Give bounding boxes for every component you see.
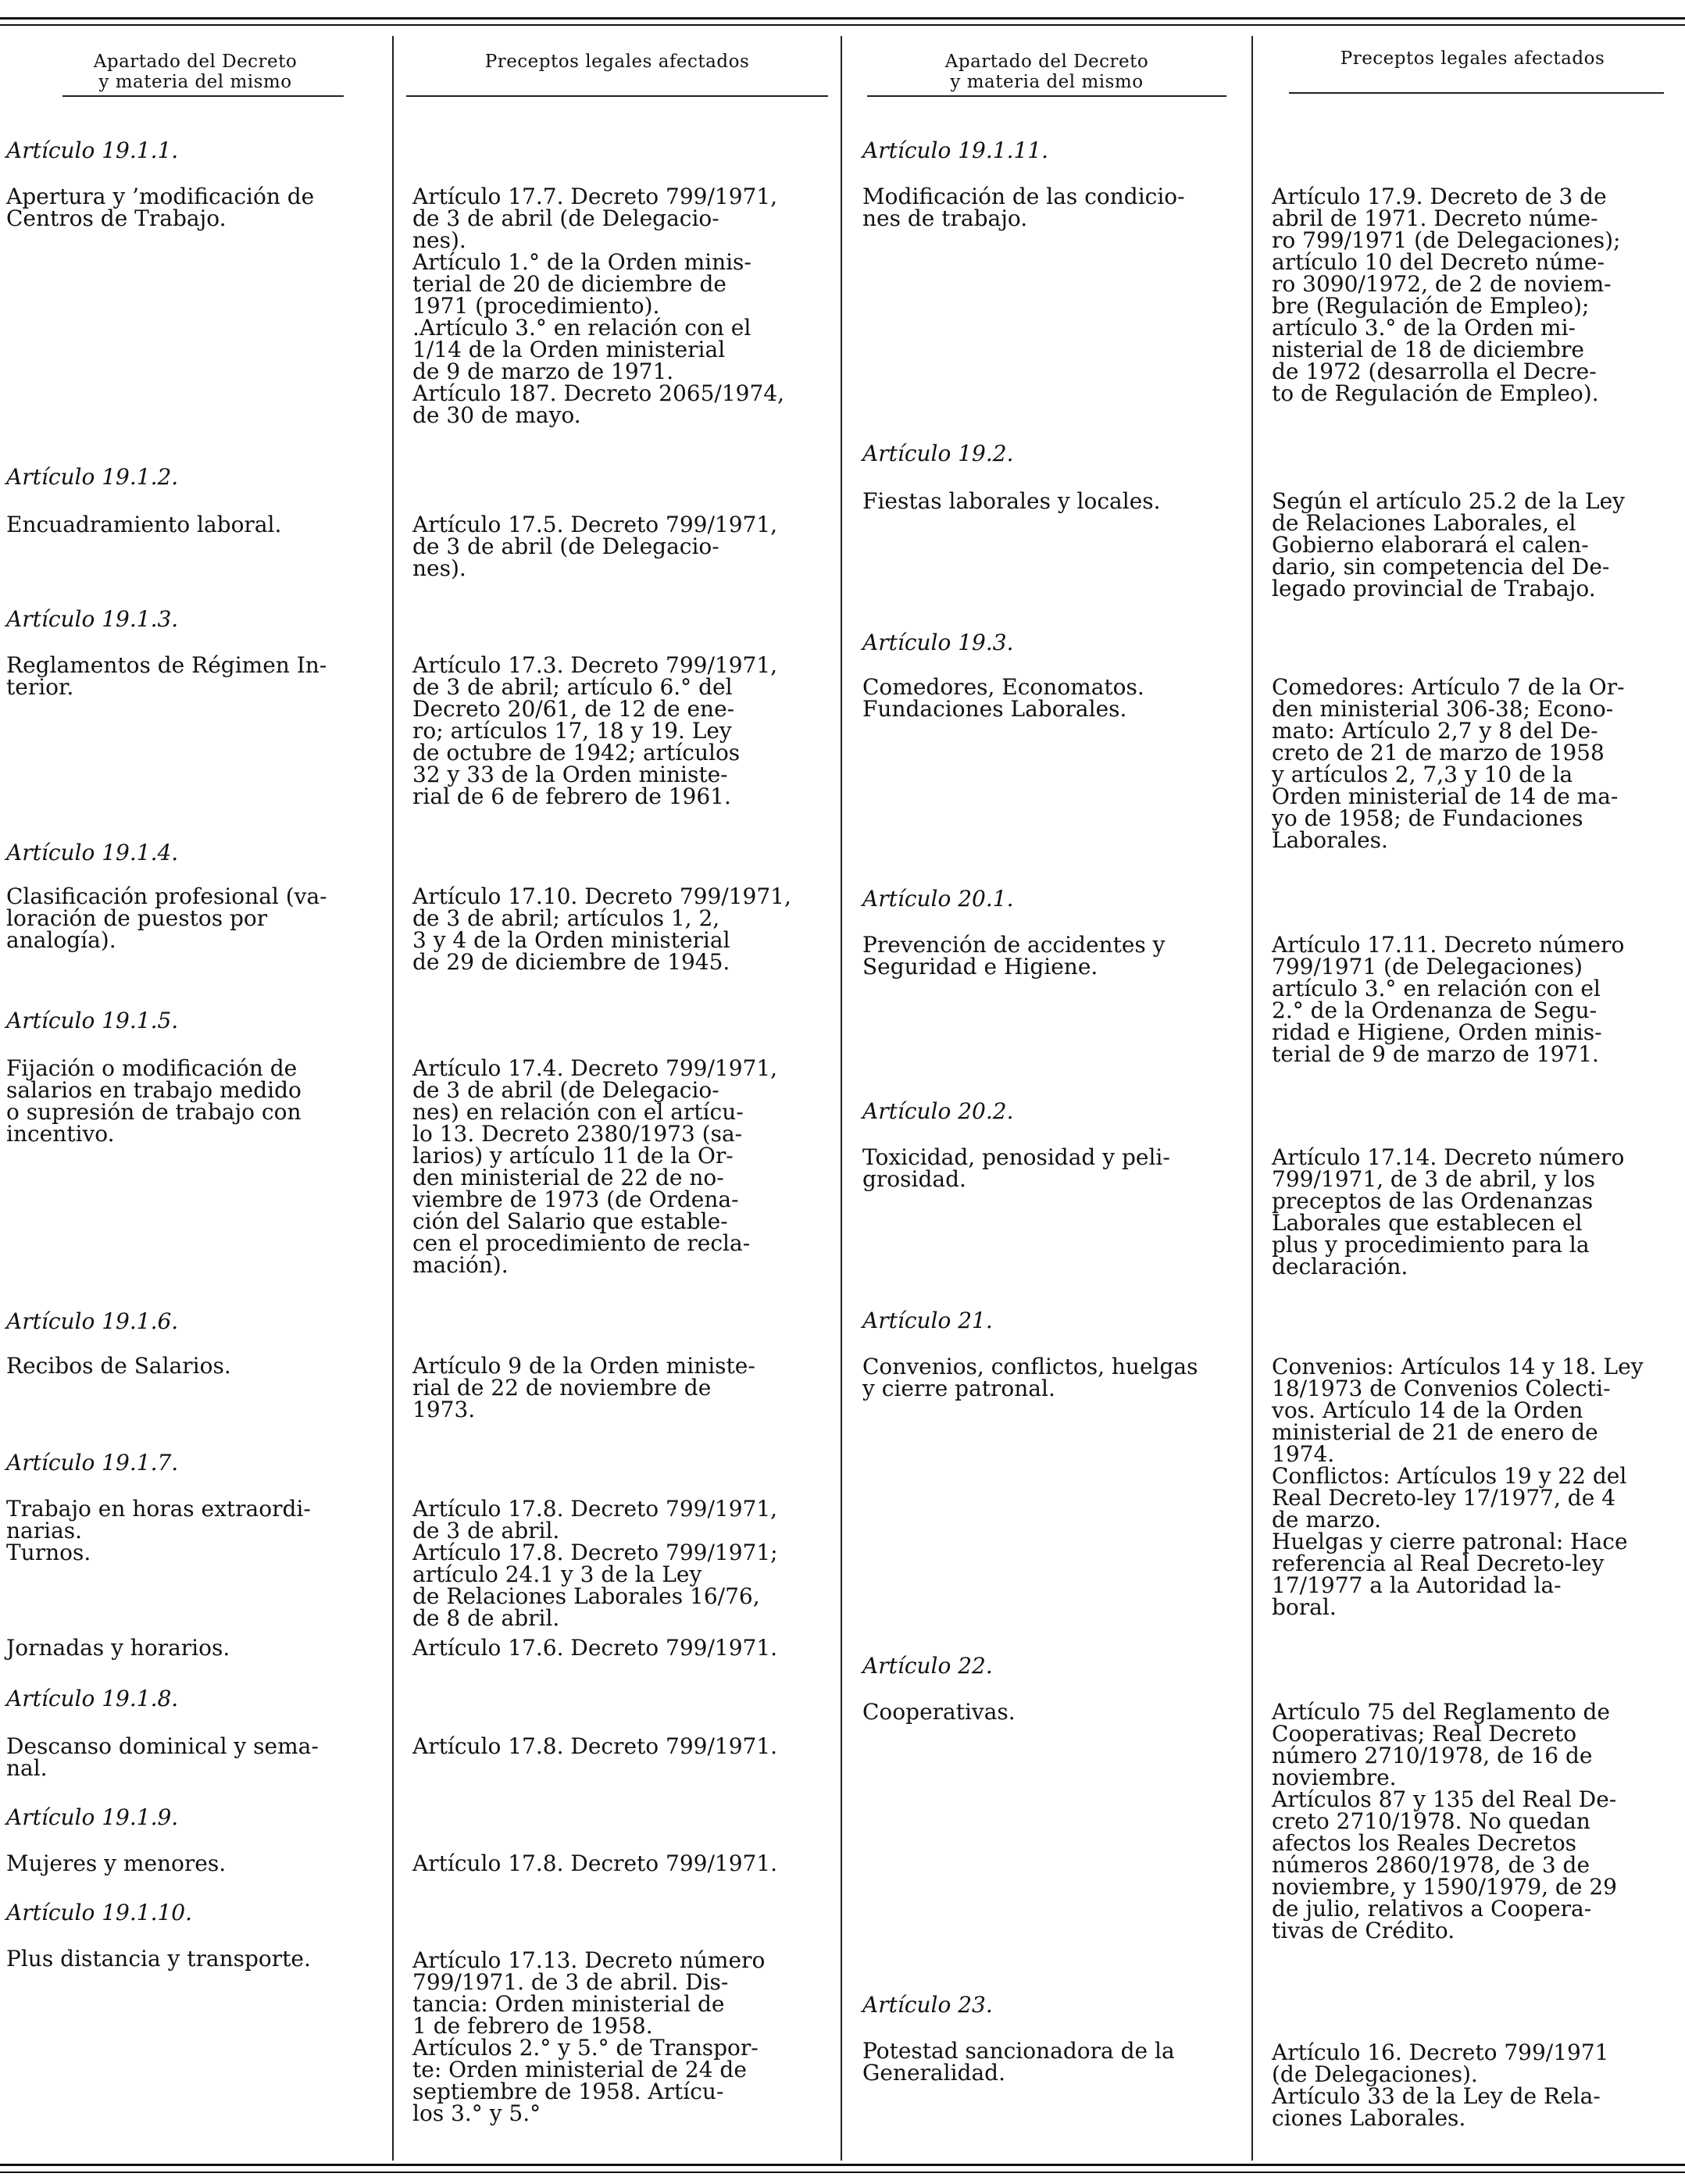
materia-text: Clasificación profesional (va- loración de puestos por analogía). [6,883,327,953]
materia-text: Trabajo en horas extraordi- narias. Turnos. [6,1496,311,1565]
header-preceptos-right: Preceptos legales afectados [1340,48,1605,69]
preceptos-text: Artículo 17.8. Decreto 799/1971. [412,1733,778,1759]
materia-text: Jornadas y horarios. [6,1635,230,1661]
article-heading: Artículo 19.1.6. [6,1308,179,1334]
article-heading: Artículo 23. [862,1992,993,2018]
top-rule [0,17,1685,20]
header-preceptos-left: Preceptos legales afectados [484,52,750,72]
preceptos-text: Artículo 17.6. Decreto 799/1971. [412,1635,778,1661]
materia-text: Mujeres y menores. [6,1850,227,1876]
preceptos-text: Artículo 9 de la Orden ministe- rial de 22 de noviembre de 1973. [412,1353,755,1422]
article-heading: Artículo 19.1.9. [6,1804,179,1830]
preceptos-text: Según el artículo 25.2 de la Ley de Relaciones Laborales, el Gobierno elaborará el calen- dario, sin competencia del De- legado provincial de Trabajo. [1272,488,1625,601]
article-heading: Artículo 19.1.5. [6,1008,179,1033]
materia-text: Modificación de las condicio- nes de trabajo. [862,184,1185,231]
article-heading: Artículo 20.1. [862,886,1014,912]
materia-text: Recibos de Salarios. [6,1353,231,1379]
preceptos-text: Artículo 17.3. Decreto 799/1971, de 3 de abril; artículo 6.° del Decreto 20/61, de 12 de ene- ro; artículos 17, 18 y 19. Ley de octubre de 1942; artículos 32 y 33 de la Orden ministe- rial de 6 de febrero de 1961. [412,652,778,809]
preceptos-text: Artículo 16. Decreto 799/1971 (de Delegaciones). Artículo 33 de la Ley de Rela- ciones Laborales. [1272,2039,1609,2131]
preceptos-text: Artículo 75 del Reglamento de Cooperativas; Real Decreto número 2710/1978, de 16 de noviembre. Artículos 87 y 135 del Real De- creto 2710/1978. No quedan afectos los Reales Decretos números 2860/1978, de 3 de noviembre, y 1590/1979, de 29 de julio, relativos a Coopera- tivas de Crédito. [1272,1699,1617,1943]
preceptos-text: Artículo 17.7. Decreto 799/1971, de 3 de abril (de Delegacio- nes). Artículo 1.° de la Orden minis- terial de 20 de diciembre de 1971 (procedimiento). .Artículo 3.° en relación con el 1/14 de la Orden ministerial de 9 de marzo de 1971. Artículo 187. Decreto 2065/1974, de 30 de mayo. [412,184,784,428]
header-underline [62,95,344,97]
preceptos-text: Comedores: Artículo 7 de la Or- den ministerial 306-38; Econo- mato: Artículo 2,7 y 8 del De- creto de 21 de marzo de 1958 y artículos 2, 7,3 y 10 de la Orden ministerial de 14 de ma- yo de 1958; de Fundaciones Laborales. [1272,674,1625,853]
preceptos-text: Artículo 17.8. Decreto 799/1971, de 3 de abril. Artículo 17.8. Decreto 799/1971; artículo 24.1 y 3 de la Ley de Relaciones Laborales 16/76, de 8 de abril. [412,1496,778,1631]
article-heading: Artículo 19.3. [862,630,1014,655]
article-heading: Artículo 20.2. [862,1098,1014,1124]
materia-text: Apertura y ’modificación de Centros de Trabajo. [6,184,315,231]
header-underline [406,95,828,97]
materia-text: Cooperativas. [862,1699,1016,1725]
materia-text: Convenios, conflictos, huelgas y cierre patronal. [862,1354,1198,1401]
preceptos-text: Artículo 17.10. Decreto 799/1971, de 3 de abril; artículos 1, 2, 3 y 4 de la Orden ministerial de 29 de diciembre de 1945. [412,883,791,975]
header-underline [1289,92,1664,94]
article-heading: Artículo 22. [862,1653,993,1679]
article-heading: Artículo 19.1.11. [862,137,1049,163]
materia-text: Fiestas laborales y locales. [862,488,1161,514]
article-heading: Artículo 19.1.4. [6,840,179,865]
article-heading: Artículo 19.1.10. [6,1900,193,1925]
preceptos-text: Artículo 17.11. Decreto número 799/1971 (de Delegaciones) artículo 3.° en relación con el 2.° de la Ordenanza de Segu- ridad e Higiene, Orden minis- terial de 9 de marzo de 1971. [1272,932,1625,1067]
materia-text: Potestad sancionadora de la Generalidad. [862,2038,1175,2086]
preceptos-text: Artículo 17.8. Decreto 799/1971. [412,1850,778,1876]
top-rule-2 [0,24,1685,26]
materia-text: Descanso dominical y sema- nal. [6,1733,319,1781]
header-apartado-right: Apartado del Decreto y materia del mismo [944,52,1149,92]
materia-text: Prevención de accidentes y Seguridad e Higiene. [862,932,1166,980]
preceptos-text: Convenios: Artículos 14 y 18. Ley 18/1973 de Convenios Colecti- vos. Artículo 14 de la Orden ministerial de 21 de enero de 1974. Conflictos: Artículos 19 y 22 del Real Decreto-ley 17/1977, de 4 de marzo. Huelgas y cierre patronal: Hace referencia al Real Decreto-ley 17/1977 a la Autoridad la- boral. [1272,1354,1644,1620]
header-underline [867,95,1226,97]
bottom-rule [0,2164,1685,2166]
header-apartado-left: Apartado del Decreto y materia del mismo [93,52,298,92]
article-heading: Artículo 19.1.3. [6,606,179,632]
article-heading: Artículo 19.2. [862,441,1014,466]
article-heading: Artículo 19.1.8. [6,1686,179,1711]
preceptos-text: Artículo 17.13. Decreto número 799/1971. de 3 de abril. Dis- tancia: Orden ministerial de 1 de febrero de 1958. Artículos 2.° y 5.° de Transpor- te: Orden ministerial de 24 de septiembre de 1958. Artícu- los 3.° y 5.° [412,1947,766,2126]
bottom-rule-2 [0,2172,1685,2173]
article-heading: Artículo 19.1.7. [6,1450,179,1476]
materia-text: Toxicidad, penosidad y peli- grosidad. [862,1144,1170,1192]
preceptos-text: Artículo 17.5. Decreto 799/1971, de 3 de abril (de Delegacio- nes). [412,512,778,581]
materia-text: Plus distancia y transporte. [6,1946,311,1972]
preceptos-text: Artículo 17.4. Decreto 799/1971, de 3 de abril (de Delegacio- nes) en relación con el artícu- lo 13. Decreto 2380/1973 (sa- larios) y artículo 11 de la Or- den ministerial de 22 de no- viembre de 1973 (de Ordena- ción del Salario que estable- cen el procedimiento de recla- mación). [412,1055,778,1278]
preceptos-text: Artículo 17.9. Decreto de 3 de abril de 1971. Decreto núme- ro 799/1971 (de Delegaciones); artículo 10 del Decreto núme- ro 3090/1972, de 2 de noviem- bre (Regulación de Empleo); artículo 3.° de la Orden mi- nisterial de 18 de diciembre de 1972 (desarrolla el Decre- to de Regulación de Empleo). [1272,184,1621,406]
materia-text: Reglamentos de Régimen In- terior. [6,652,327,700]
column-divider [1251,36,1253,2161]
materia-text: Comedores, Economatos. Fundaciones Laborales. [862,674,1144,722]
column-divider [392,36,394,2161]
preceptos-text: Artículo 17.14. Decreto número 799/1971, de 3 de abril, y los preceptos de las Ordenanzas Laborales que establecen el plus y procedimiento para la declaración. [1272,1144,1625,1279]
article-heading: Artículo 21. [862,1308,993,1333]
materia-text: Encuadramiento laboral. [6,512,282,537]
materia-text: Fijación o modificación de salarios en trabajo medido o supresión de trabajo con incentivo. [6,1055,302,1147]
article-heading: Artículo 19.1.1. [6,137,179,163]
column-divider [841,36,842,2161]
article-heading: Artículo 19.1.2. [6,464,179,490]
